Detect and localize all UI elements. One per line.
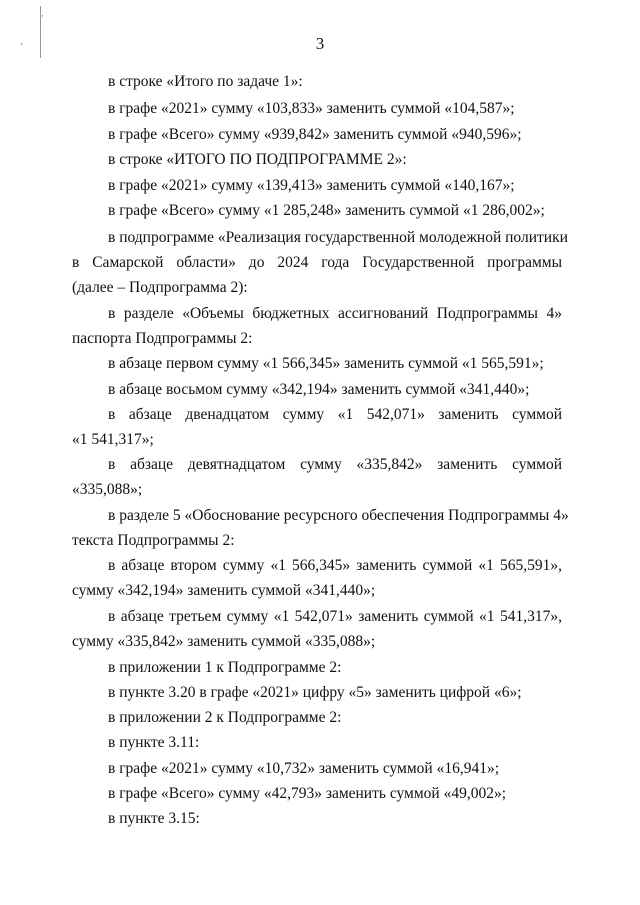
text-line: в строке «Итого по задаче 1»: bbox=[108, 73, 303, 90]
text-line: в графе «Всего» сумму «42,793» заменить суммой «49,002»; bbox=[108, 785, 507, 802]
text-line: «1 541,317»; bbox=[72, 431, 154, 448]
text-line: сумму «342,194» заменить суммой «341,440»; bbox=[72, 582, 376, 599]
text-line: в Самарской области» до 2024 года Государственной программы bbox=[72, 254, 562, 271]
text-line: в приложении 1 к Подпрограмме 2: bbox=[108, 659, 342, 676]
text-line: в абзаце девятнадцатом сумму «335,842» заменить суммой bbox=[108, 456, 562, 473]
text-line: в подпрограмме «Реализация государственной молодежной политики bbox=[108, 229, 568, 246]
scan-speck: · bbox=[41, 12, 44, 22]
text-line: в пункте 3.20 в графе «2021» цифру «5» заменить цифрой «6»; bbox=[108, 684, 522, 701]
text-line: (далее – Подпрограмма 2): bbox=[72, 279, 248, 296]
text-line: в абзаце восьмом сумму «342,194» заменить суммой «341,440»; bbox=[108, 381, 530, 398]
text-line: в графе «2021» сумму «103,833» заменить суммой «104,587»; bbox=[108, 100, 515, 117]
page-number: 3 bbox=[315, 34, 325, 53]
text-line: сумму «335,842» заменить суммой «335,088»; bbox=[72, 633, 376, 650]
text-line: в приложении 2 к Подпрограмме 2: bbox=[108, 709, 342, 726]
text-line: в пункте 3.11: bbox=[108, 734, 200, 751]
text-line: в графе «Всего» сумму «1 285,248» заменить суммой «1 286,002»; bbox=[108, 202, 545, 219]
text-line: «335,088»; bbox=[72, 481, 143, 498]
text-line: паспорта Подпрограммы 2: bbox=[72, 330, 253, 347]
scan-speck: · bbox=[20, 40, 23, 50]
text-line: текста Подпрограммы 2: bbox=[72, 532, 235, 549]
text-line: в абзаце третьем сумму «1 542,071» заменить суммой «1 541,317», bbox=[108, 608, 562, 625]
text-line: в пункте 3.15: bbox=[108, 810, 200, 827]
text-line: в строке «ИТОГО ПО ПОДПРОГРАММЕ 2»: bbox=[108, 151, 407, 168]
text-line: в графе «2021» сумму «139,413» заменить суммой «140,167»; bbox=[108, 177, 515, 194]
text-line: в разделе «Объемы бюджетных ассигнований Подпрограммы 4» bbox=[108, 305, 562, 322]
text-line: в графе «Всего» сумму «939,842» заменить суммой «940,596»; bbox=[108, 126, 522, 143]
text-line: в абзаце первом сумму «1 566,345» заменить суммой «1 565,591»; bbox=[108, 355, 544, 372]
text-line: в абзаце двенадцатом сумму «1 542,071» заменить суммой bbox=[108, 406, 562, 423]
text-line: в графе «2021» сумму «10,732» заменить суммой «16,941»; bbox=[108, 760, 500, 777]
text-line: в абзаце втором сумму «1 566,345» заменить суммой «1 565,591», bbox=[108, 557, 562, 574]
text-line: в разделе 5 «Обоснование ресурсного обеспечения Подпрограммы 4» bbox=[108, 507, 569, 524]
